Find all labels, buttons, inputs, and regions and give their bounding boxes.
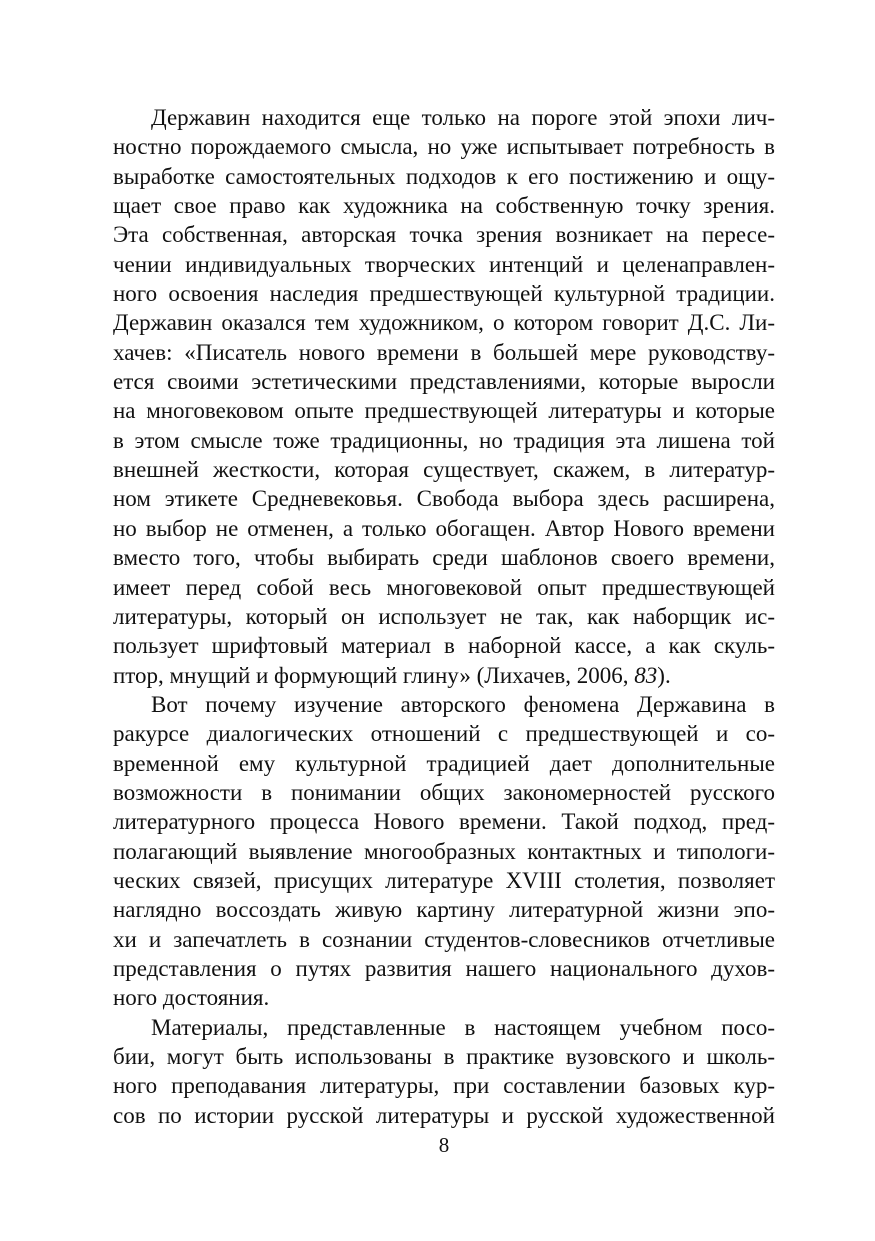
text-line: временной ему культурной традицией дает дополнительные — [113, 750, 775, 776]
text-line: литературного процесса Нового времени. Такой подход, пред- — [113, 809, 775, 835]
text-line: внешней жесткости, которая существует, скажем, в литератур- — [113, 457, 775, 483]
text-line: выработке самостоятельных подходов к его постижению и ощу- — [113, 163, 775, 189]
italic-text: 83 — [634, 662, 658, 688]
text-line: Эта собственная, авторская точка зрения возникает на пересе- — [113, 222, 775, 248]
text-line: хи и запечатлеть в сознании студентов-словесников отчетливые — [113, 926, 775, 952]
paragraph — [113, 1013, 775, 1130]
text-line: хачев: «Писатель нового времени в большей мере руководству- — [113, 339, 775, 365]
text-line: в этом смысле тоже традиционны, но традиция эта лишена той — [113, 427, 775, 453]
text-line: ракурсе диалогических отношений с предшествующей и со- — [113, 721, 775, 747]
text-line: Вот почему изучение авторского феномена Державина в — [151, 691, 775, 717]
text-line: ного преподавания литературы, при составлении базовых кур- — [113, 1073, 775, 1099]
text-line: бии, могут быть использованы в практике вузовского и школь- — [113, 1044, 775, 1069]
text-line: ческих связей, присущих литературе XVIII столетия, позволяет — [113, 867, 775, 893]
body-text — [113, 103, 775, 1130]
text-line: пользует шрифтовый материал в наборной кассе, а как скуль- — [113, 633, 775, 659]
paragraph — [113, 103, 775, 690]
text-line: щает свое право как художника на собственную точку зрения. — [113, 193, 775, 219]
text-line: Материалы, представленные в настоящем учебном посо- — [151, 1014, 775, 1040]
text-line: имеет перед собой весь многовековой опыт предшествующей — [113, 574, 775, 600]
page-number: 8 — [438, 1133, 450, 1157]
text-line: вместо того, чтобы выбирать среди шаблонов своего времени, — [113, 545, 775, 571]
text-line: но выбор не отменен, а только обогащен. Автор Нового времени — [113, 515, 775, 541]
text-line: Державин находится еще только на пороге этой эпохи лич- — [151, 105, 775, 130]
text-line: полагающий выявление многообразных контактных и типологи- — [113, 838, 775, 864]
paragraph — [113, 690, 775, 1013]
text-line: ном этикете Средневековья. Свобода выбора здесь расширена, — [113, 486, 775, 512]
text-line: ного освоения наследия предшествующей культурной традиции. — [113, 281, 775, 307]
text-line: наглядно воссоздать живую картину литературной жизни эпо- — [113, 897, 775, 923]
text-line: Державин оказался тем художником, о котором говорит Д.С. Ли- — [113, 310, 775, 336]
text-line: сов по истории русской литературы и русской художественной — [113, 1102, 775, 1128]
text-line: птор, мнущий и формующий глину» (Лихачев, 2006, 83). — [113, 662, 671, 688]
text-line: ностно порождаемого смысла, но уже испытывает потребность в — [113, 134, 775, 160]
text-line: чении индивидуальных творческих интенций и целенаправлен- — [113, 251, 775, 277]
text-line: ного достояния. — [113, 985, 270, 1011]
text-line: возможности в понимании общих закономерностей русского — [113, 779, 775, 805]
text-line: литературы, который он использует не так, как наборщик ис- — [113, 603, 775, 629]
text-line: ется своими эстетическими представлениями, которые выросли — [113, 369, 775, 395]
text-line: представления о путях развития нашего национального духов- — [113, 955, 775, 981]
text-line: на многовековом опыте предшествующей литературы и которые — [113, 398, 775, 424]
